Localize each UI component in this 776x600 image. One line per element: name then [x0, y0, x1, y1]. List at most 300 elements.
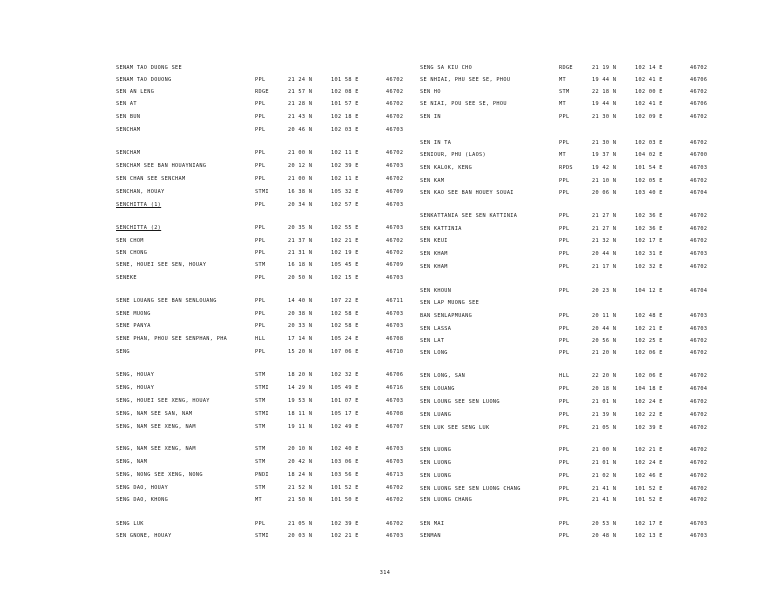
longitude: 102 15 E [331, 275, 359, 281]
place-name: SENE PANYA [116, 323, 151, 329]
gazetteer-entry [116, 176, 416, 184]
place-name: SENG LUK [116, 521, 144, 527]
gazetteer-entry [116, 372, 416, 380]
feature-type: PPL [559, 486, 570, 492]
map-code: 46702 [690, 486, 708, 492]
map-code: 46708 [386, 336, 404, 342]
latitude: 21 00 N [288, 150, 313, 156]
map-code: 46703 [386, 446, 404, 452]
feature-type: MT [559, 152, 566, 158]
feature-type: STM [255, 459, 266, 465]
gazetteer-entry [116, 385, 416, 393]
gazetteer-entry [116, 275, 416, 283]
gazetteer-entry [420, 89, 720, 97]
place-name: SEN LAP MUONG SEE [420, 300, 480, 306]
feature-type: PPL [255, 150, 266, 156]
map-code: 46702 [690, 140, 708, 146]
longitude: 104 12 E [635, 288, 663, 294]
place-name: SENG SA KIU CHÔ [420, 65, 473, 71]
place-name: SENAM TAO DOUONG [116, 77, 172, 83]
latitude: 21 39 N [592, 412, 617, 418]
gazetteer-entry [420, 226, 720, 234]
feature-type: PPL [255, 275, 266, 281]
feature-type: PPL [559, 386, 570, 392]
place-name: SENAM TAO DUONG SEE [116, 65, 182, 71]
gazetteer-entry [420, 264, 720, 272]
map-code: 46702 [386, 250, 404, 256]
latitude: 21 31 N [288, 250, 313, 256]
place-name: SEN KEUI [420, 238, 448, 244]
map-code: 46703 [386, 459, 404, 465]
feature-type: STM [255, 424, 266, 430]
feature-type: PPL [559, 533, 570, 539]
latitude: 15 20 N [288, 349, 313, 355]
place-name: SEN CHOM [116, 238, 144, 244]
longitude: 103 56 E [331, 472, 359, 478]
longitude: 102 13 E [635, 533, 663, 539]
place-name: SEN BUN [116, 114, 141, 120]
latitude: 19 42 N [592, 165, 617, 171]
place-name: SENG, NONG SEE XENG, NONG [116, 472, 203, 478]
latitude: 20 10 N [288, 446, 313, 452]
latitude: 21 05 N [592, 425, 617, 431]
longitude: 102 11 E [331, 150, 359, 156]
place-name: SENIOUR, PHU (LAOS) [420, 152, 486, 158]
latitude: 20 18 N [592, 386, 617, 392]
feature-type: PPL [255, 114, 266, 120]
feature-type: PPL [255, 311, 266, 317]
feature-type: PPL [255, 127, 266, 133]
longitude: 101 52 E [635, 497, 663, 503]
place-name: SEN LUONG [420, 447, 452, 453]
map-code: 46706 [386, 372, 404, 378]
feature-type: STM [255, 372, 266, 378]
gazetteer-entry [420, 533, 720, 541]
longitude: 102 49 E [331, 424, 359, 430]
place-name: BAN SÈNLAPMUANG [420, 313, 473, 319]
place-name: SENE MUONG [116, 311, 151, 317]
latitude: 20 44 N [592, 326, 617, 332]
longitude: 102 08 E [331, 89, 359, 95]
map-code: 46702 [690, 447, 708, 453]
longitude: 102 21 E [331, 238, 359, 244]
map-code: 46710 [386, 349, 404, 355]
map-code: 46716 [386, 385, 404, 391]
gazetteer-entry [116, 202, 416, 210]
feature-type: PPL [255, 238, 266, 244]
longitude: 102 17 E [635, 238, 663, 244]
map-code: 46703 [386, 163, 404, 169]
map-code: 46702 [690, 264, 708, 270]
latitude: 14 29 N [288, 385, 313, 391]
map-code: 46702 [690, 399, 708, 405]
longitude: 102 39 E [331, 163, 359, 169]
feature-type: STM [255, 262, 266, 268]
map-code: 46702 [690, 226, 708, 232]
gazetteer-entry [420, 140, 720, 148]
latitude: 21 24 N [288, 77, 313, 83]
longitude: 102 24 E [635, 460, 663, 466]
gazetteer-entry [116, 150, 416, 158]
feature-type: PPL [255, 225, 266, 231]
map-code: 46703 [386, 225, 404, 231]
gazetteer-entry [116, 497, 416, 505]
latitude: 21 20 N [592, 350, 617, 356]
place-name: SEN KAM [420, 178, 445, 184]
map-code: 46703 [386, 533, 404, 539]
gazetteer-entry [420, 338, 720, 346]
place-name: SÈN GNONE, HOUAY [116, 533, 172, 539]
feature-type: PPL [255, 298, 266, 304]
place-name: SEN CHÔNG [116, 250, 148, 256]
latitude: 21 00 N [288, 176, 313, 182]
latitude: 21 57 N [288, 89, 313, 95]
latitude: 16 18 N [288, 262, 313, 268]
latitude: 21 01 N [592, 399, 617, 405]
latitude: 20 35 N [288, 225, 313, 231]
place-name: SENG, NAM SEE XENG, NAM [116, 446, 196, 452]
place-name: SÈN HÔ [420, 89, 441, 95]
gazetteer-entry [420, 114, 720, 122]
longitude: 101 57 E [331, 101, 359, 107]
feature-type: STMI [255, 411, 269, 417]
longitude: 101 54 E [635, 165, 663, 171]
gazetteer-entry [420, 251, 720, 259]
feature-type: PPL [559, 213, 570, 219]
feature-type: PPL [255, 101, 266, 107]
place-name: SÈN LOUANG [420, 386, 455, 392]
longitude: 102 32 E [331, 372, 359, 378]
map-code: 46706 [690, 101, 708, 107]
map-code: 46703 [386, 398, 404, 404]
gazetteer-entry [116, 225, 416, 233]
latitude: 14 40 N [288, 298, 313, 304]
longitude: 102 36 E [635, 226, 663, 232]
gazetteer-entry [116, 424, 416, 432]
place-name: SEN LONG [420, 350, 448, 356]
place-name: SEN LAT [420, 338, 445, 344]
place-name: SÈNCHAN, HOUAY [116, 189, 165, 195]
latitude: 20 44 N [592, 251, 617, 257]
gazetteer-entry [116, 127, 416, 135]
map-code: 46703 [386, 323, 404, 329]
gazetteer-entry [116, 349, 416, 357]
gazetteer-entry [420, 77, 720, 85]
latitude: 21 41 N [592, 497, 617, 503]
place-name: SENG, HOUAY [116, 372, 155, 378]
feature-type: PPL [559, 226, 570, 232]
feature-type: PPL [559, 399, 570, 405]
latitude: 21 28 N [288, 101, 313, 107]
gazetteer-entry [116, 250, 416, 258]
longitude: 101 07 E [331, 398, 359, 404]
map-code: 46702 [690, 373, 708, 379]
longitude: 105 45 E [331, 262, 359, 268]
place-name: SEN LUANG [420, 412, 452, 418]
gazetteer-entry [420, 497, 720, 505]
gazetteer-entry [420, 486, 720, 494]
map-code: 46704 [690, 386, 708, 392]
gazetteer-entry [420, 425, 720, 433]
longitude: 102 06 E [635, 350, 663, 356]
place-name: SÈNCHAM [116, 127, 141, 133]
longitude: 102 25 E [635, 338, 663, 344]
place-name: SENCHITTA (1) [116, 202, 162, 208]
gazetteer-entry [116, 398, 416, 406]
gazetteer-entry [420, 447, 720, 455]
feature-type: PPL [559, 190, 570, 196]
place-name: SEN IN TA [420, 140, 452, 146]
longitude: 102 05 E [635, 178, 663, 184]
feature-type: PPL [255, 176, 266, 182]
latitude: 21 17 N [592, 264, 617, 270]
map-code: 46703 [690, 521, 708, 527]
latitude: 20 38 N [288, 311, 313, 317]
feature-type: PPL [255, 250, 266, 256]
longitude: 102 18 E [331, 114, 359, 120]
longitude: 102 55 E [331, 225, 359, 231]
map-code: 46702 [386, 485, 404, 491]
longitude: 102 39 E [635, 425, 663, 431]
gazetteer-entry [116, 472, 416, 480]
feature-type: STMI [255, 189, 269, 195]
place-name: SEN LUONG [420, 460, 452, 466]
place-name: SÈN IN [420, 114, 441, 120]
latitude: 20 48 N [592, 533, 617, 539]
map-code: 46704 [690, 190, 708, 196]
map-code: 46702 [690, 213, 708, 219]
map-code: 46702 [690, 350, 708, 356]
place-name: SÈNCHAM SEE BAN HOUAYNIANG [116, 163, 207, 169]
map-code: 46703 [690, 251, 708, 257]
longitude: 102 31 E [635, 251, 663, 257]
place-name: SÉ NHIAI, PHU SEE SÉ, PHOU [420, 77, 511, 83]
latitude: 21 32 N [592, 238, 617, 244]
feature-type: PPL [559, 412, 570, 418]
latitude: 18 20 N [288, 372, 313, 378]
latitude: 16 38 N [288, 189, 313, 195]
longitude: 102 32 E [635, 264, 663, 270]
feature-type: PPL [559, 140, 570, 146]
longitude: 102 24 E [635, 399, 663, 405]
map-code: 46703 [386, 127, 404, 133]
latitude: 19 53 N [288, 398, 313, 404]
place-name: SENEKE [116, 275, 137, 281]
map-code: 46702 [386, 497, 404, 503]
place-name: SÈN KHOUN [420, 288, 452, 294]
feature-type: PPL [559, 326, 570, 332]
feature-type: RDGE [255, 89, 269, 95]
feature-type: PPL [559, 238, 570, 244]
map-code: 46703 [386, 202, 404, 208]
latitude: 18 24 N [288, 472, 313, 478]
gazetteer-entry [116, 459, 416, 467]
longitude: 105 49 E [331, 385, 359, 391]
gazetteer-entry [116, 101, 416, 109]
latitude: 21 10 N [592, 178, 617, 184]
map-code: 46703 [690, 326, 708, 332]
map-code: 46703 [690, 165, 708, 171]
place-name: SEN LUONG SEE SEN LUONG CHANG [420, 486, 521, 492]
map-code: 46702 [690, 412, 708, 418]
latitude: 20 06 N [592, 190, 617, 196]
longitude: 101 52 E [635, 486, 663, 492]
longitude: 102 03 E [635, 140, 663, 146]
gazetteer-entry [116, 238, 416, 246]
place-name: SENG, HOUEI SEE XENG, HOUAY [116, 398, 210, 404]
feature-type: PPL [255, 77, 266, 83]
map-code: 46708 [386, 411, 404, 417]
latitude: 20 56 N [592, 338, 617, 344]
map-code: 46702 [690, 114, 708, 120]
gazetteer-entry [420, 190, 720, 198]
gazetteer-entry [116, 485, 416, 493]
longitude: 107 06 E [331, 349, 359, 355]
latitude: 19 37 N [592, 152, 617, 158]
place-name: SEN LUK SEE SENG LUK [420, 425, 490, 431]
feature-type: STM [255, 485, 266, 491]
gazetteer-entry [420, 326, 720, 334]
gazetteer-entry [116, 189, 416, 197]
latitude: 21 43 N [288, 114, 313, 120]
feature-type: PPL [559, 114, 570, 120]
latitude: 21 27 N [592, 226, 617, 232]
longitude: 102 36 E [635, 213, 663, 219]
feature-type: PPL [559, 178, 570, 184]
map-code: 46702 [690, 89, 708, 95]
map-code: 46711 [386, 298, 404, 304]
place-name: SÉ NIAI, POU SEE SÉ, PHOU [420, 101, 507, 107]
gazetteer-entry [420, 165, 720, 173]
latitude: 21 30 N [592, 140, 617, 146]
map-code: 46702 [386, 77, 404, 83]
latitude: 20 50 N [288, 275, 313, 281]
place-name: SENG DAO, HOUAY [116, 485, 169, 491]
latitude: 21 00 N [592, 447, 617, 453]
latitude: 21 52 N [288, 485, 313, 491]
feature-type: PPL [559, 350, 570, 356]
feature-type: STM [559, 89, 570, 95]
latitude: 21 19 N [592, 65, 617, 71]
place-name: SÈNMAN [420, 533, 441, 539]
feature-type: PPL [559, 521, 570, 527]
feature-type: MT [559, 101, 566, 107]
latitude: 20 53 N [592, 521, 617, 527]
feature-type: PPL [559, 460, 570, 466]
longitude: 103 40 E [635, 190, 663, 196]
longitude: 102 17 E [635, 521, 663, 527]
place-name: SENCHITTA (2) [116, 225, 162, 231]
longitude: 105 32 E [331, 189, 359, 195]
feature-type: PPL [255, 349, 266, 355]
place-name: SÈNG [116, 349, 130, 355]
longitude: 104 18 E [635, 386, 663, 392]
place-name: SEN CHAN SEE SÈNCHAM [116, 176, 186, 182]
latitude: 20 34 N [288, 202, 313, 208]
feature-type: PPL [255, 521, 266, 527]
gazetteer-entry [116, 65, 416, 73]
place-name: SEN LUONG [420, 473, 452, 479]
place-name: SÈNCHAM [116, 150, 141, 156]
longitude: 102 57 E [331, 202, 359, 208]
map-code: 46702 [690, 497, 708, 503]
longitude: 102 09 E [635, 114, 663, 120]
map-code: 46709 [386, 262, 404, 268]
feature-type: PPL [255, 323, 266, 329]
gazetteer-entry [420, 473, 720, 481]
longitude: 102 46 E [635, 473, 663, 479]
map-code: 46702 [690, 238, 708, 244]
feature-type: MT [559, 77, 566, 83]
gazetteer-entry [116, 89, 416, 97]
place-name: SENE PHAN, PHOU SEE SÈNPHAN, PHA [116, 336, 228, 342]
longitude: 102 41 E [635, 101, 663, 107]
gazetteer-entry [116, 311, 416, 319]
place-name: SÈNG, HOUAY [116, 385, 155, 391]
feature-type: PPL [255, 163, 266, 169]
place-name: SEN KATTINIA [420, 226, 462, 232]
longitude: 102 58 E [331, 311, 359, 317]
map-code: 46703 [690, 313, 708, 319]
place-name: SEN AT [116, 101, 137, 107]
place-name: SENE LOUANG SEE BAN SÈNLOUANG [116, 298, 217, 304]
gazetteer-entry [116, 298, 416, 306]
place-name: SÈN KHAM [420, 251, 448, 257]
feature-type: PPL [255, 202, 266, 208]
latitude: 20 11 N [592, 313, 617, 319]
longitude: 101 58 E [331, 77, 359, 83]
feature-type: PPL [559, 264, 570, 270]
feature-type: MT [255, 497, 262, 503]
latitude: 21 05 N [288, 521, 313, 527]
map-code: 46702 [386, 114, 404, 120]
longitude: 102 58 E [331, 323, 359, 329]
place-name: SENE, HOUEI SEE SÈN, HOUAY [116, 262, 207, 268]
map-code: 46707 [386, 424, 404, 430]
latitude: 21 02 N [592, 473, 617, 479]
latitude: 22 18 N [592, 89, 617, 95]
latitude: 22 20 N [592, 373, 617, 379]
map-code: 46702 [690, 473, 708, 479]
latitude: 20 33 N [288, 323, 313, 329]
feature-type: PPL [559, 447, 570, 453]
latitude: 21 30 N [592, 114, 617, 120]
place-name: SEN LUONG CHANG [420, 497, 473, 503]
longitude: 102 03 E [331, 127, 359, 133]
feature-type: STM [255, 446, 266, 452]
map-code: 46713 [386, 472, 404, 478]
feature-type: STMI [255, 533, 269, 539]
map-code: 46702 [386, 238, 404, 244]
place-name: SENKATTANIA SEE SEN KATTINIA [420, 213, 518, 219]
gazetteer-entry [116, 323, 416, 331]
place-name: SENG DAO, KHONG [116, 497, 169, 503]
map-code: 46703 [386, 311, 404, 317]
gazetteer-entry [116, 77, 416, 85]
gazetteer-entry [420, 300, 720, 308]
longitude: 104 02 E [635, 152, 663, 158]
feature-type: STM [255, 398, 266, 404]
gazetteer-entry [420, 460, 720, 468]
latitude: 18 11 N [288, 411, 313, 417]
longitude: 107 22 E [331, 298, 359, 304]
place-name: SEN AN LENG [116, 89, 155, 95]
gazetteer-entry [116, 336, 416, 344]
longitude: 102 22 E [635, 412, 663, 418]
longitude: 101 50 E [331, 497, 359, 503]
map-code: 46703 [386, 275, 404, 281]
longitude: 102 19 E [331, 250, 359, 256]
